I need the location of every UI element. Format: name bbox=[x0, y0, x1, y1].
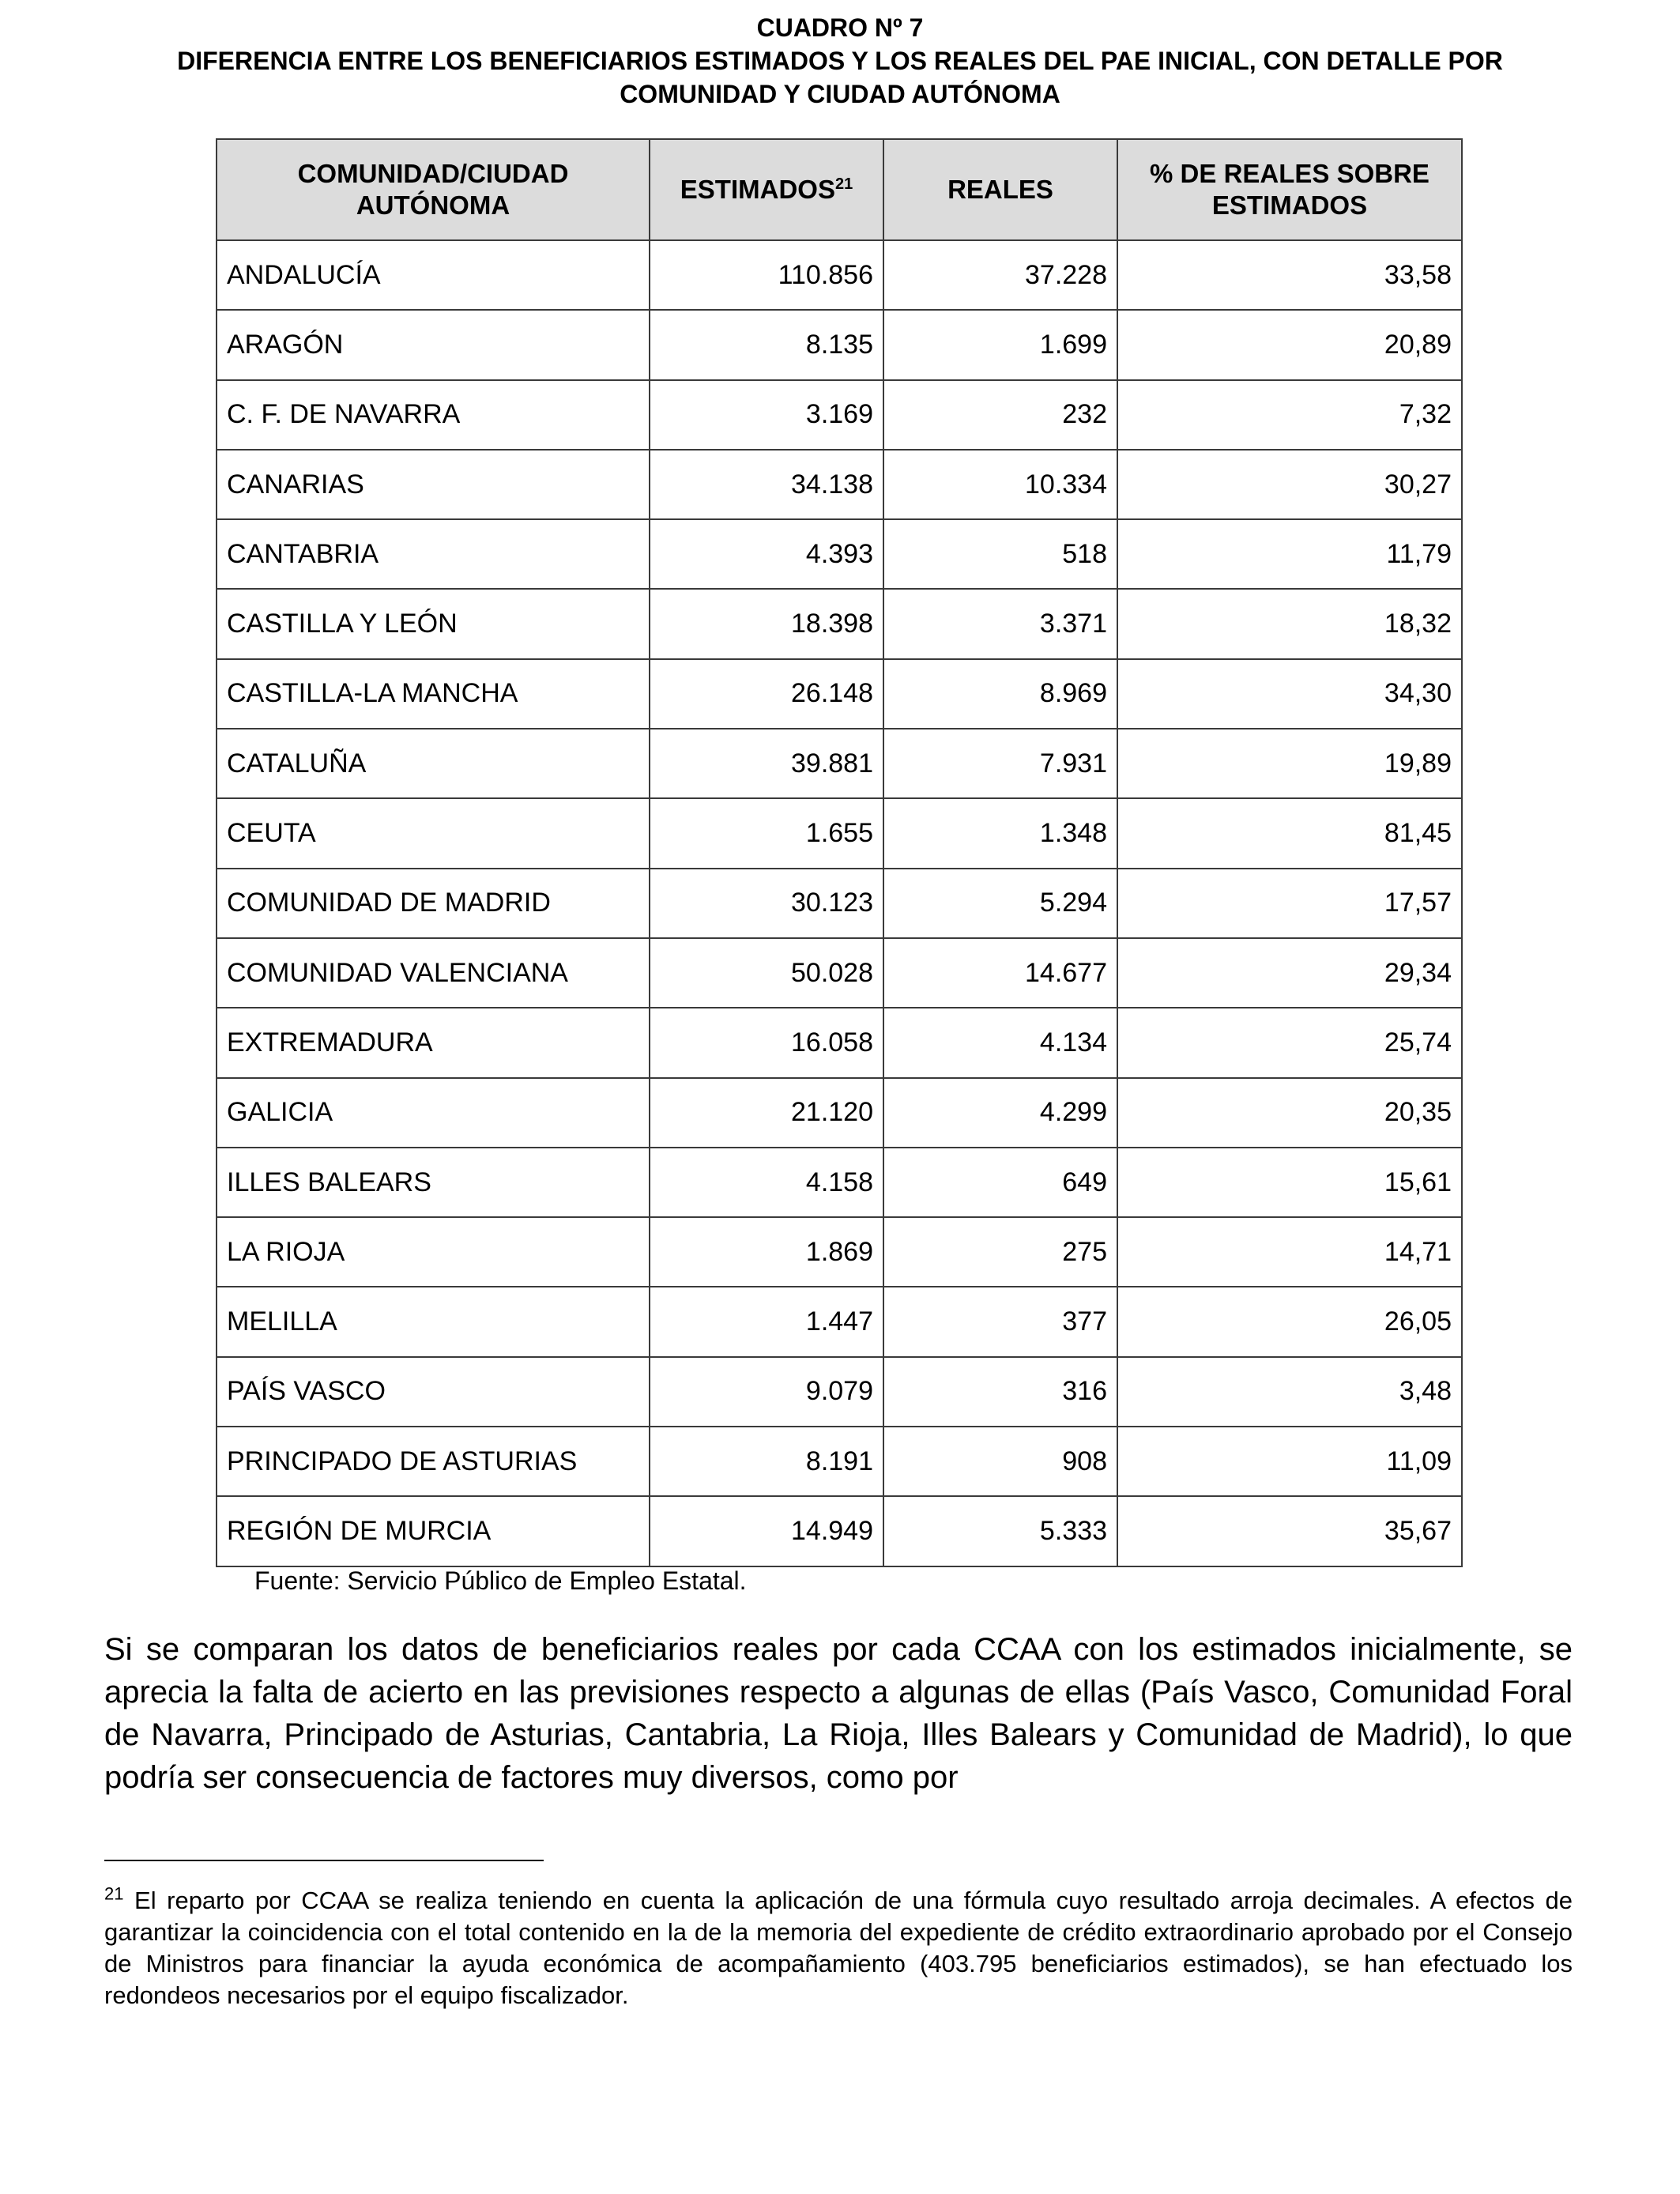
cell-community: COMUNIDAD VALENCIANA bbox=[217, 938, 650, 1008]
cell-real: 4.134 bbox=[883, 1008, 1117, 1077]
cell-estimated: 21.120 bbox=[650, 1078, 883, 1148]
cell-estimated: 110.856 bbox=[650, 240, 883, 310]
cell-real: 649 bbox=[883, 1148, 1117, 1217]
table-row bbox=[217, 1148, 1462, 1217]
table-row bbox=[217, 1357, 1462, 1427]
cell-community: REGIÓN DE MURCIA bbox=[217, 1496, 650, 1566]
cell-real: 232 bbox=[883, 380, 1117, 450]
table-title bbox=[0, 11, 1680, 111]
cell-estimated: 18.398 bbox=[650, 589, 883, 658]
table-row bbox=[217, 1287, 1462, 1356]
cell-community: CATALUÑA bbox=[217, 729, 650, 798]
table-row bbox=[217, 659, 1462, 729]
cell-real: 1.348 bbox=[883, 798, 1117, 868]
cell-pct: 26,05 bbox=[1117, 1287, 1462, 1356]
table-row bbox=[217, 1078, 1462, 1148]
cell-estimated: 34.138 bbox=[650, 450, 883, 519]
table-row bbox=[217, 1217, 1462, 1287]
header-community: COMUNIDAD/CIUDAD AUTÓNOMA bbox=[217, 139, 650, 240]
table-row bbox=[217, 240, 1462, 310]
cell-real: 5.333 bbox=[883, 1496, 1117, 1566]
table-caption-line2: COMUNIDAD Y CIUDAD AUTÓNOMA bbox=[620, 80, 1060, 108]
cell-community: C. F. DE NAVARRA bbox=[217, 380, 650, 450]
header-pct: % DE REALES SOBRE ESTIMADOS bbox=[1117, 139, 1462, 240]
cell-pct: 30,27 bbox=[1117, 450, 1462, 519]
cell-community: ILLES BALEARS bbox=[217, 1148, 650, 1217]
table-row bbox=[217, 1008, 1462, 1077]
cell-pct: 35,67 bbox=[1117, 1496, 1462, 1566]
table-row bbox=[217, 380, 1462, 450]
table-row bbox=[217, 310, 1462, 379]
footnote-divider bbox=[104, 1860, 544, 1861]
cell-estimated: 50.028 bbox=[650, 938, 883, 1008]
table-header-row bbox=[217, 139, 1462, 240]
cell-real: 8.969 bbox=[883, 659, 1117, 729]
cell-estimated: 9.079 bbox=[650, 1357, 883, 1427]
cell-pct: 17,57 bbox=[1117, 869, 1462, 938]
table-row bbox=[217, 589, 1462, 658]
body-paragraph: Si se comparan los datos de beneficiarios reales por cada CCAA con los estimados inicialmente, se aprecia la falta de acierto en las previsiones respecto a algunas de ellas (País Vasco, Comunidad Foral de Navarra, Principado de Asturias, Cantabria, La Rioja, Illes Balears y Comunidad de Madrid), lo que podría ser consecuencia de factores muy diversos, como por bbox=[104, 1632, 1573, 1795]
cell-real: 37.228 bbox=[883, 240, 1117, 310]
cell-real: 7.931 bbox=[883, 729, 1117, 798]
cell-community: EXTREMADURA bbox=[217, 1008, 650, 1077]
table-row bbox=[217, 798, 1462, 868]
cell-community: CASTILLA-LA MANCHA bbox=[217, 659, 650, 729]
cell-community: CANTABRIA bbox=[217, 519, 650, 589]
beneficiaries-table bbox=[216, 138, 1463, 1567]
cell-estimated: 1.447 bbox=[650, 1287, 883, 1356]
table-row bbox=[217, 938, 1462, 1008]
cell-community: LA RIOJA bbox=[217, 1217, 650, 1287]
cell-real: 908 bbox=[883, 1427, 1117, 1496]
cell-estimated: 16.058 bbox=[650, 1008, 883, 1077]
cell-estimated: 26.148 bbox=[650, 659, 883, 729]
cell-real: 1.699 bbox=[883, 310, 1117, 379]
cell-pct: 7,32 bbox=[1117, 380, 1462, 450]
cell-pct: 11,79 bbox=[1117, 519, 1462, 589]
table-row bbox=[217, 519, 1462, 589]
cell-estimated: 4.393 bbox=[650, 519, 883, 589]
footnote-number: 21 bbox=[104, 1883, 124, 1904]
source-note: Fuente: Servicio Público de Empleo Estatal. bbox=[254, 1566, 747, 1595]
cell-estimated: 8.135 bbox=[650, 310, 883, 379]
footnote-text: El reparto por CCAA se realiza teniendo en cuenta la aplicación de una fórmula cuyo resultado arroja decimales. A efectos de garantizar la coincidencia con el total contenido en la de la memoria del expediente de crédito extraordinario aprobado por el Consejo de Ministros para financiar la ayuda económica de acompañamiento (403.795 beneficiarios estimados), se han efectuado los redondeos necesarios por el equipo fiscalizador. bbox=[104, 1887, 1573, 2009]
cell-estimated: 39.881 bbox=[650, 729, 883, 798]
table-row bbox=[217, 1496, 1462, 1566]
header-estimated: ESTIMADOS$^{21}$ bbox=[650, 139, 883, 240]
cell-community: CANARIAS bbox=[217, 450, 650, 519]
cell-real: 316 bbox=[883, 1357, 1117, 1427]
cell-community: PAÍS VASCO bbox=[217, 1357, 650, 1427]
cell-pct: 3,48 bbox=[1117, 1357, 1462, 1427]
cell-estimated: 4.158 bbox=[650, 1148, 883, 1217]
cell-real: 275 bbox=[883, 1217, 1117, 1287]
cell-pct: 20,35 bbox=[1117, 1078, 1462, 1148]
cell-community: CEUTA bbox=[217, 798, 650, 868]
table-number: CUADRO Nº 7 bbox=[756, 13, 924, 42]
cell-estimated: 14.949 bbox=[650, 1496, 883, 1566]
cell-pct: 81,45 bbox=[1117, 798, 1462, 868]
cell-estimated: 3.169 bbox=[650, 380, 883, 450]
cell-real: 14.677 bbox=[883, 938, 1117, 1008]
table-row bbox=[217, 450, 1462, 519]
table-row bbox=[217, 1427, 1462, 1496]
cell-pct: 25,74 bbox=[1117, 1008, 1462, 1077]
cell-community: COMUNIDAD DE MADRID bbox=[217, 869, 650, 938]
cell-estimated: 1.869 bbox=[650, 1217, 883, 1287]
footnote-ref: 21 bbox=[834, 175, 853, 193]
table-caption-line1: DIFERENCIA ENTRE LOS BENEFICIARIOS ESTIMADOS Y LOS REALES DEL PAE INICIAL, CON DETALLE POR bbox=[177, 47, 1503, 75]
cell-real: 4.299 bbox=[883, 1078, 1117, 1148]
cell-community: CASTILLA Y LEÓN bbox=[217, 589, 650, 658]
cell-real: 10.334 bbox=[883, 450, 1117, 519]
cell-pct: 34,30 bbox=[1117, 659, 1462, 729]
cell-pct: 19,89 bbox=[1117, 729, 1462, 798]
cell-pct: 18,32 bbox=[1117, 589, 1462, 658]
cell-community: ARAGÓN bbox=[217, 310, 650, 379]
footnote bbox=[104, 1885, 1573, 2011]
cell-community: ANDALUCÍA bbox=[217, 240, 650, 310]
cell-pct: 29,34 bbox=[1117, 938, 1462, 1008]
cell-community: MELILLA bbox=[217, 1287, 650, 1356]
cell-pct: 11,09 bbox=[1117, 1427, 1462, 1496]
cell-real: 518 bbox=[883, 519, 1117, 589]
cell-estimated: 1.655 bbox=[650, 798, 883, 868]
table-body bbox=[217, 240, 1462, 1566]
table-row bbox=[217, 869, 1462, 938]
cell-estimated: 30.123 bbox=[650, 869, 883, 938]
cell-pct: 20,89 bbox=[1117, 310, 1462, 379]
header-real: REALES bbox=[883, 139, 1117, 240]
cell-real: 377 bbox=[883, 1287, 1117, 1356]
cell-real: 5.294 bbox=[883, 869, 1117, 938]
cell-pct: 14,71 bbox=[1117, 1217, 1462, 1287]
cell-community: PRINCIPADO DE ASTURIAS bbox=[217, 1427, 650, 1496]
cell-community: GALICIA bbox=[217, 1078, 650, 1148]
cell-pct: 33,58 bbox=[1117, 240, 1462, 310]
cell-estimated: 8.191 bbox=[650, 1427, 883, 1496]
cell-real: 3.371 bbox=[883, 589, 1117, 658]
table-row bbox=[217, 729, 1462, 798]
cell-pct: 15,61 bbox=[1117, 1148, 1462, 1217]
